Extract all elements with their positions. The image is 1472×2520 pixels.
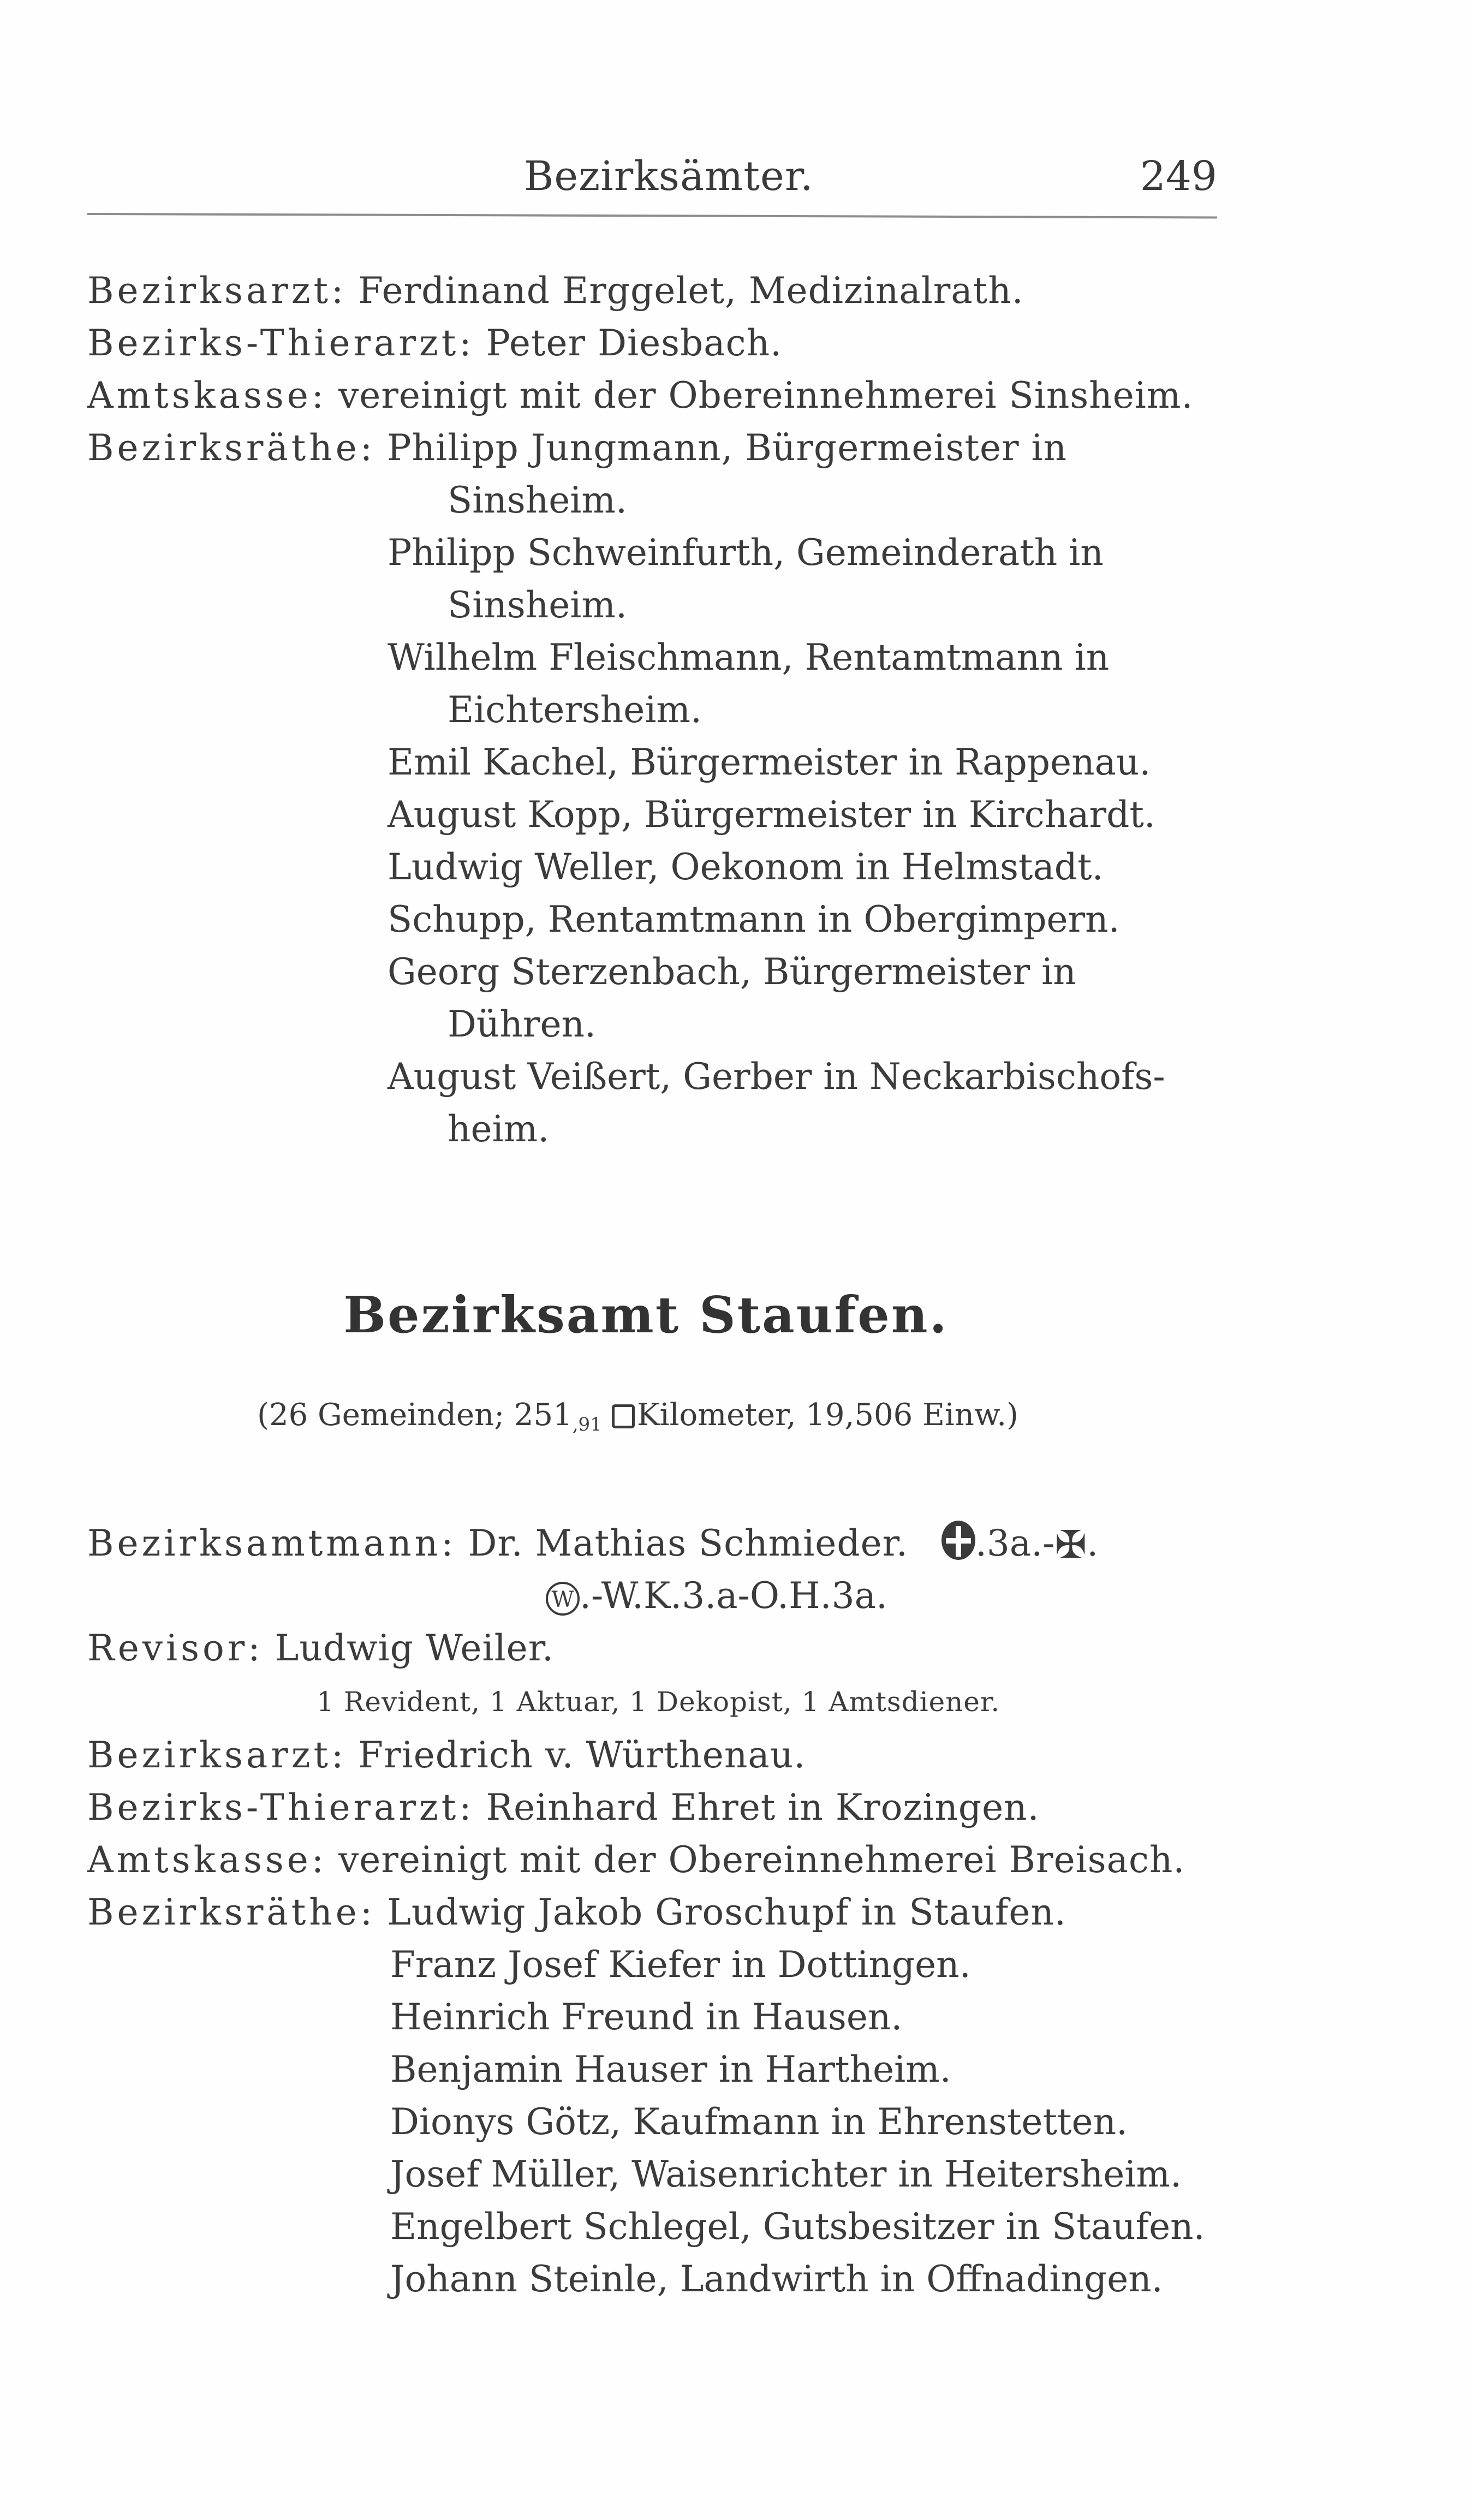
council-member: Engelbert Schlegel, Gutsbesitzer in Staufen. [390, 2206, 1205, 2248]
council-member: Emil Kachel, Bürgermeister in Rappenau. [388, 741, 1151, 783]
entry-label: Bezirksarzt: [87, 270, 347, 312]
council-member-cont: Sinsheim. [448, 479, 627, 521]
council-member: Benjamin Hauser in Hartheim. [390, 2048, 951, 2090]
entry-label: Bezirksamtmann: [87, 1522, 457, 1564]
decoration-text: .3a.- [975, 1522, 1055, 1564]
entry-value: Ludwig Weiler. [275, 1627, 555, 1669]
council-member: Ludwig Weller, Oekonom in Helmstadt. [388, 846, 1104, 888]
council-member: Georg Sterzenbach, Bürgermeister in [388, 951, 1076, 993]
running-header [87, 153, 1217, 213]
stats-communes-area: (26 Gemeinden; 251 [257, 1397, 573, 1433]
district-stats [0, 1397, 1472, 1435]
decoration-text: .-W.K.3.a-O.H.3a. [580, 1575, 887, 1617]
entry-revisor [87, 1622, 1223, 1675]
council-member: Schupp, Rentamtmann in Obergimpern. [388, 898, 1120, 940]
decoration-text: . [1087, 1522, 1099, 1564]
entry-thierarzt [87, 317, 1223, 370]
district-title: Bezirksamt Staufen. [343, 1285, 949, 1344]
entry-amtskasse [87, 370, 1223, 422]
council-member: Josef Müller, Waisenrichter in Heitersheim. [390, 2153, 1182, 2195]
entry-bezirksarzt [87, 1729, 1223, 1782]
running-title: Bezirksämter. [524, 153, 814, 200]
entry-bezirksraethe [87, 422, 1223, 474]
stats-unit-population: Kilometer, 19,506 Einw.) [636, 1397, 1018, 1433]
entry-value: Reinhard Ehret in Krozingen. [486, 1786, 1040, 1828]
entry-amtskasse [87, 1834, 1223, 1886]
council-member-cont: Sinsheim. [448, 584, 627, 626]
circled-w-icon: W [546, 1582, 580, 1616]
council-member: Dionys Götz, Kaufmann in Ehrenstetten. [390, 2101, 1128, 2143]
staufen-entries [87, 1517, 1223, 2305]
entry-bezirksraethe [87, 1886, 1223, 1939]
entry-thierarzt [87, 1782, 1223, 1834]
entry-label: Bezirks-Thierarzt: [87, 322, 475, 364]
entry-label: Bezirksräthe: [87, 1891, 376, 1933]
entry-label: Bezirks-Thierarzt: [87, 1786, 475, 1828]
entry-bezirksarzt [87, 265, 1223, 317]
entry-label: Revisor: [87, 1627, 264, 1669]
entry-value: Dr. Mathias Schmieder. [468, 1522, 908, 1564]
council-member-cont: Dühren. [448, 1003, 597, 1045]
entry-value: vereinigt mit der Obereinnehmerei Breisach. [338, 1839, 1185, 1881]
square-icon [612, 1404, 635, 1428]
entry-value: Peter Diesbach. [486, 322, 783, 364]
council-member: Johann Steinle, Landwirth in Offnadingen. [390, 2258, 1163, 2300]
sinsheim-entries [87, 265, 1223, 1155]
council-member: Ludwig Jakob Groschupf in Staufen. [387, 1891, 1066, 1933]
entry-label: Bezirksarzt: [87, 1734, 347, 1776]
council-member: Franz Josef Kiefer in Dottingen. [390, 1944, 971, 1986]
entry-value: Friedrich v. Würthenau. [358, 1734, 806, 1776]
staff-summary: 1 Revident, 1 Aktuar, 1 Dekopist, 1 Amtsdiener. [317, 1686, 1000, 1718]
council-member: Wilhelm Fleischmann, Rentamtmann in [388, 636, 1110, 678]
council-member: Heinrich Freund in Hausen. [390, 1996, 903, 2038]
entry-label: Amtskasse: [87, 1839, 327, 1881]
entry-label: Amtskasse: [87, 374, 327, 416]
entry-value: Ferdinand Erggelet, Medizinalrath. [358, 270, 1024, 312]
council-member-cont: Eichtersheim. [448, 689, 702, 731]
council-member-cont: heim. [448, 1108, 550, 1150]
cross-icon: ✠ [1054, 1522, 1087, 1567]
council-member: August Kopp, Bürgermeister in Kirchardt. [388, 794, 1155, 836]
order-medal-icon [941, 1521, 975, 1560]
entry-bezirksamtmann [87, 1517, 1223, 1570]
page-number: 249 [1140, 153, 1217, 200]
stats-area-decimal: ,91 [572, 1414, 602, 1435]
entry-decorations-cont [87, 1570, 1223, 1622]
entry-value: vereinigt mit der Obereinnehmerei Sinsheim. [338, 374, 1194, 416]
entry-label: Bezirksräthe: [87, 427, 376, 469]
header-rule [87, 213, 1217, 219]
council-member: Philipp Schweinfurth, Gemeinderath in [388, 532, 1104, 574]
council-member: August Veißert, Gerber in Neckarbischofs- [388, 1056, 1165, 1098]
council-member: Philipp Jungmann, Bürgermeister in [387, 427, 1068, 469]
